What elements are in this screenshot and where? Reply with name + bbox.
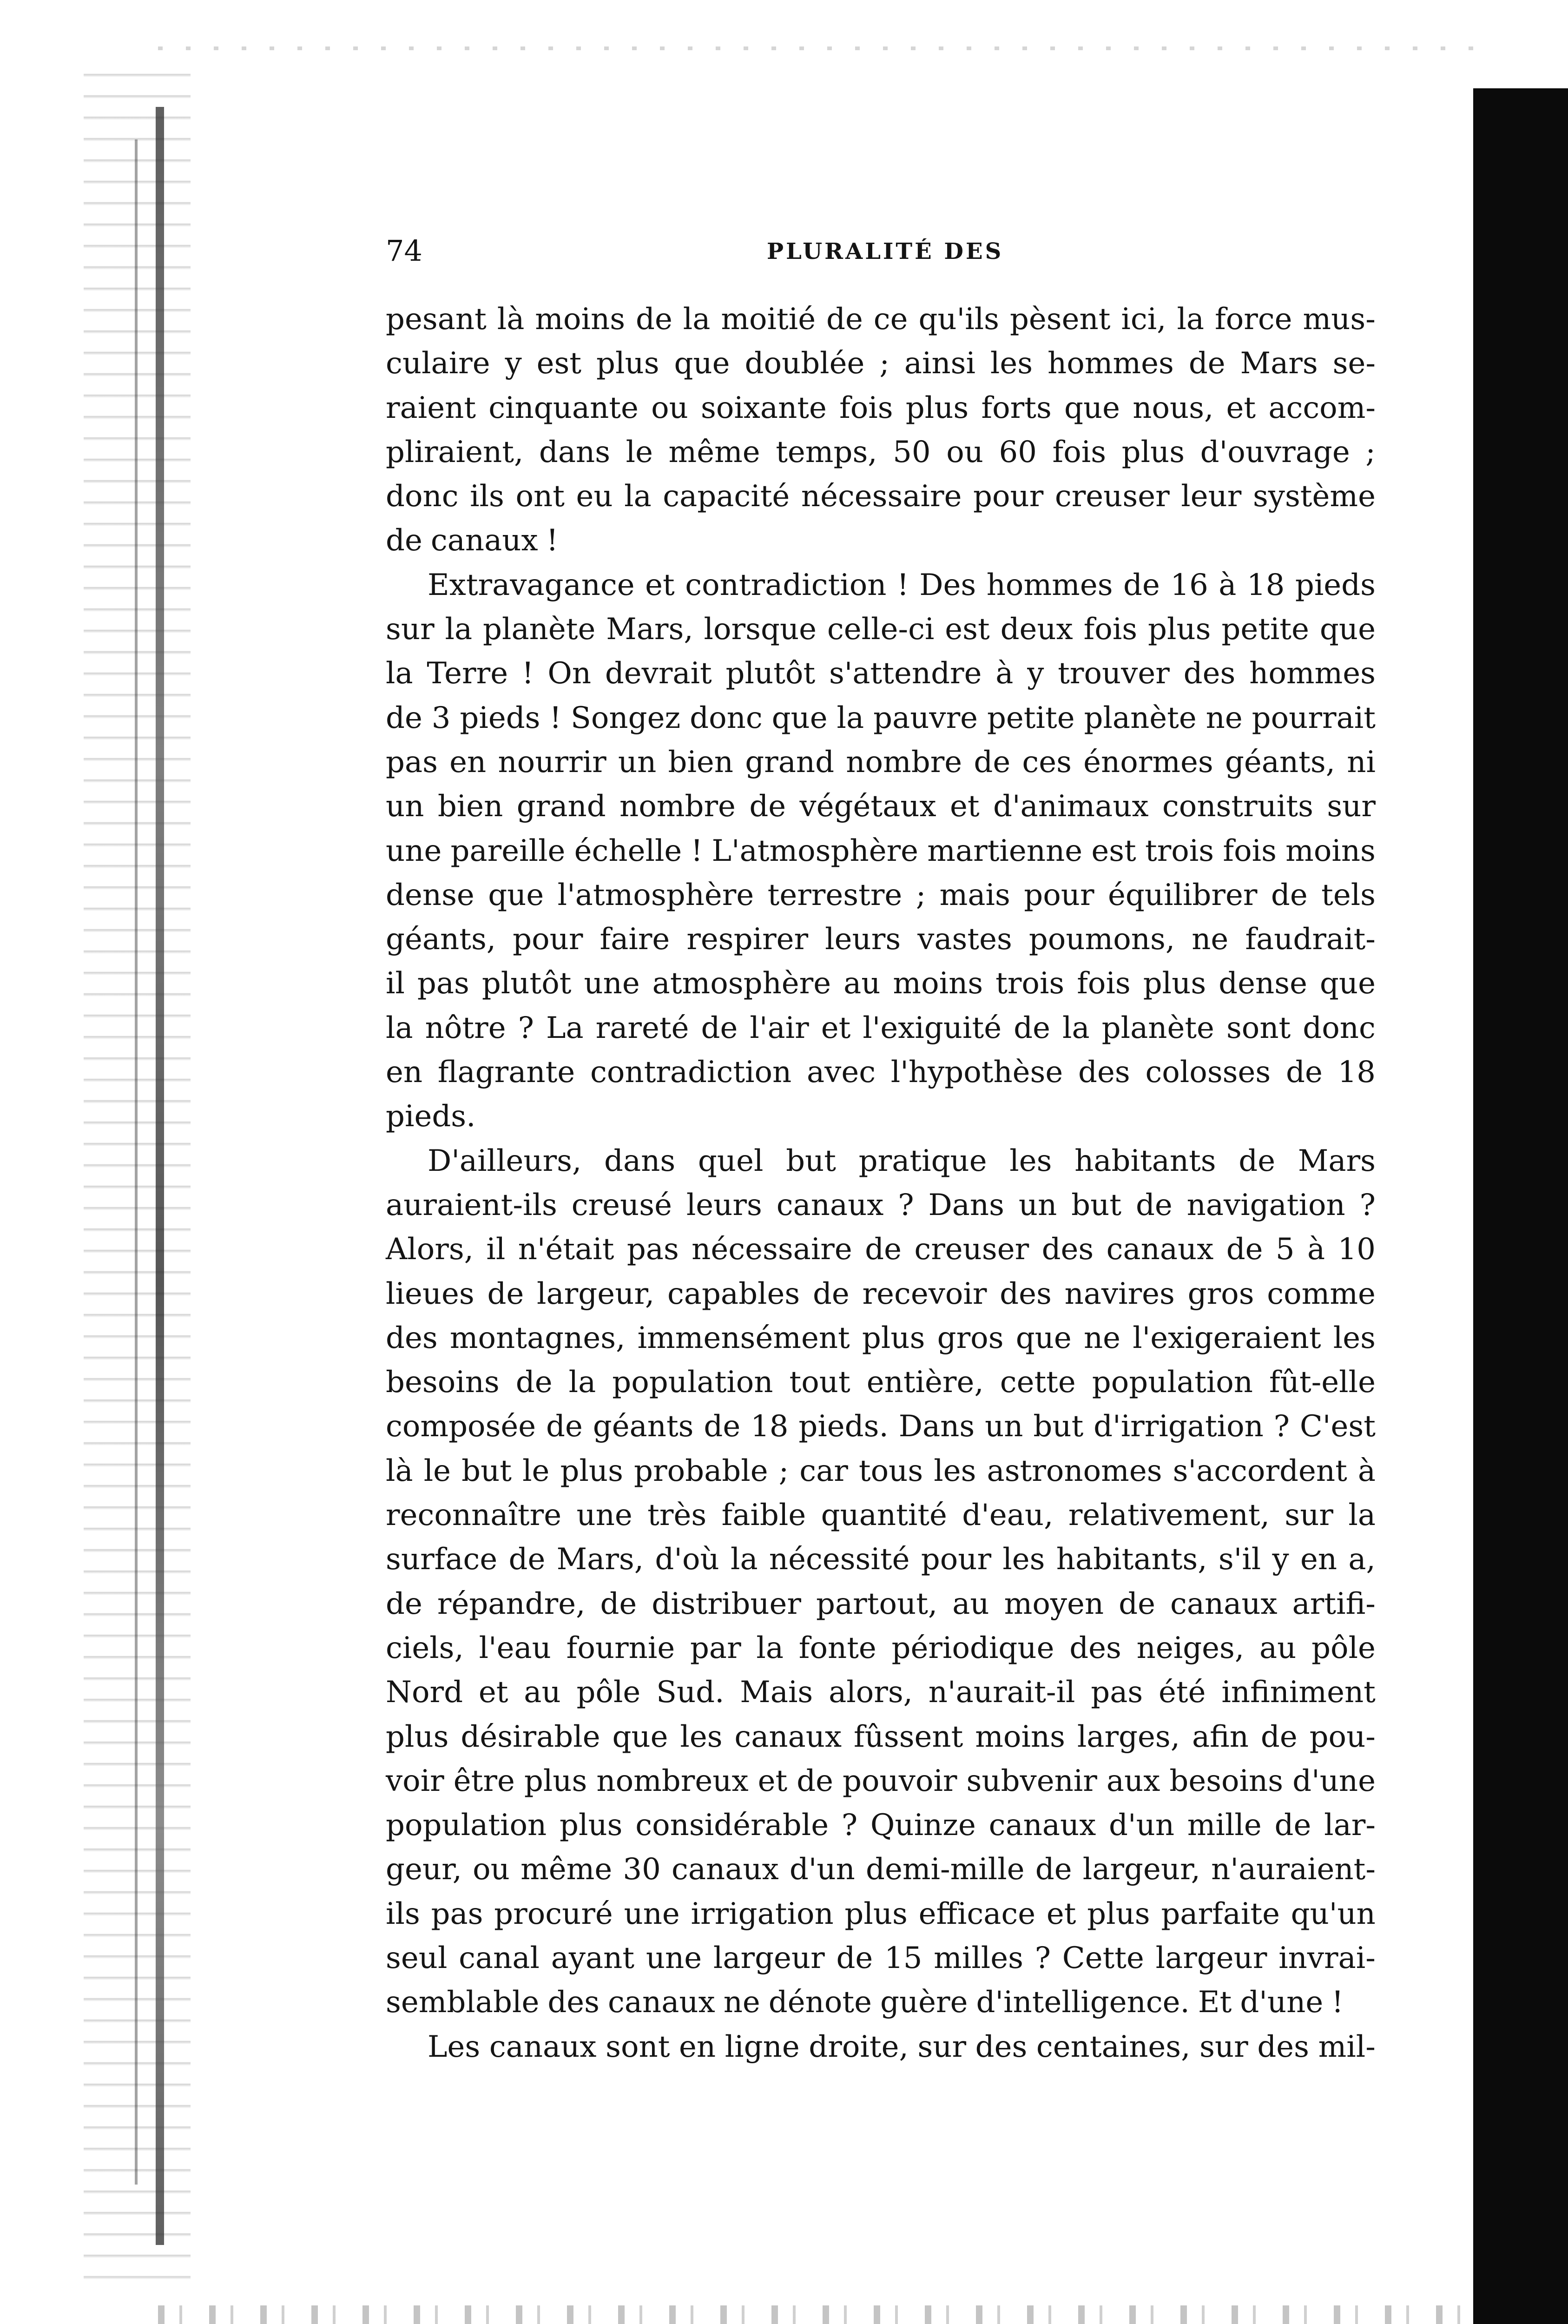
text-line: de canaux ! bbox=[386, 523, 559, 558]
text-line: geur, ou même 30 canaux d'un demi-mille de largeur, n'auraient- bbox=[386, 1852, 1376, 1887]
text-line: géants, pour faire respirer leurs vastes poumons, ne faudrait- bbox=[386, 922, 1376, 957]
text-line: voir être plus nombreux et de pouvoir subvenir aux besoins d'une bbox=[386, 1763, 1376, 1798]
page-header bbox=[386, 232, 1013, 270]
text-line: auraient-ils creusé leurs canaux ? Dans un but de navigation ? bbox=[386, 1188, 1376, 1222]
text-line: des montagnes, immensément plus gros que ne l'exigeraient les bbox=[386, 1320, 1376, 1355]
text-line: sur la planète Mars, lorsque celle-ci est deux fois plus petite que bbox=[386, 612, 1376, 647]
text-line: raient cinquante ou soixante fois plus forts que nous, et accom- bbox=[386, 390, 1376, 425]
text-line: en flagrante contradiction avec l'hypothèse des colosses de 18 bbox=[386, 1055, 1376, 1090]
text-line: Nord et au pôle Sud. Mais alors, n'aurait-il pas été infiniment bbox=[386, 1675, 1376, 1710]
text-line: semblable des canaux ne dénote guère d'intelligence. Et d'une ! bbox=[386, 1985, 1344, 2020]
text-line: là le but le plus probable ; car tous les astronomes s'accordent à bbox=[386, 1453, 1376, 1488]
text-line: donc ils ont eu la capacité nécessaire pour creuser leur système bbox=[386, 479, 1376, 514]
text-line: ils pas procuré une irrigation plus efficace et plus parfaite qu'un bbox=[386, 1896, 1376, 1931]
text-line: pliraient, dans le même temps, 50 ou 60 fois plus d'ouvrage ; bbox=[386, 435, 1376, 469]
text-line: plus désirable que les canaux fûssent moins larges, afin de pou- bbox=[386, 1719, 1376, 1754]
text-line: surface de Mars, d'où la nécessité pour les habitants, s'il y en a, bbox=[386, 1542, 1376, 1577]
text-line: culaire y est plus que doublée ; ainsi les hommes de Mars se- bbox=[386, 346, 1376, 381]
text-line: population plus considérable ? Quinze canaux d'un mille de lar- bbox=[386, 1808, 1376, 1843]
text-line: pieds. bbox=[386, 1099, 476, 1134]
text-line: composée de géants de 18 pieds. Dans un but d'irrigation ? C'est bbox=[386, 1409, 1376, 1444]
text-line: de 3 pieds ! Songez donc que la pauvre petite planète ne pourrait bbox=[386, 700, 1376, 735]
scan-left-edge-shadow bbox=[135, 139, 138, 2185]
text-line: reconnaître une très faible quantité d'eau, relativement, sur la bbox=[386, 1498, 1376, 1533]
text-line: de répandre, de distribuer partout, au moyen de canaux artifi- bbox=[386, 1586, 1376, 1621]
text-line: Les canaux sont en ligne droite, sur des centaines, sur des mil- bbox=[428, 2029, 1376, 2064]
scan-right-black-border bbox=[1473, 88, 1568, 2324]
text-line: Extravagance et contradiction ! Des hommes de 16 à 18 pieds bbox=[428, 568, 1376, 602]
text-line: pas en nourrir un bien grand nombre de ces énormes géants, ni bbox=[386, 745, 1376, 779]
text-line: la nôtre ? La rareté de l'air et l'exiguité de la planète sont donc bbox=[386, 1010, 1376, 1045]
text-line: Alors, il n'était pas nécessaire de creuser des canaux de 5 à 10 bbox=[386, 1232, 1376, 1267]
text-line: la Terre ! On devrait plutôt s'attendre à y trouver des hommes bbox=[386, 656, 1376, 691]
text-line: il pas plutôt une atmosphère au moins trois fois plus dense que bbox=[386, 966, 1376, 1001]
scan-binding-edge bbox=[156, 107, 164, 2245]
running-head: PLURALITÉ DES bbox=[767, 238, 1004, 264]
text-line: une pareille échelle ! L'atmosphère martienne est trois fois moins bbox=[386, 833, 1376, 868]
scan-top-noise bbox=[158, 46, 1473, 50]
text-line: dense que l'atmosphère terrestre ; mais pour équilibrer de tels bbox=[386, 878, 1376, 912]
text-line: pesant là moins de la moitié de ce qu'ils pèsent ici, la force mus- bbox=[386, 302, 1376, 337]
text-line: seul canal ayant une largeur de 15 milles ? Cette largeur invrai- bbox=[386, 1941, 1376, 1975]
text-line: D'ailleurs, dans quel but pratique les habitants de Mars bbox=[428, 1143, 1376, 1178]
body-text bbox=[386, 297, 1376, 2069]
text-line: lieues de largeur, capables de recevoir des navires gros comme bbox=[386, 1276, 1376, 1311]
scan-bottom-noise bbox=[158, 2305, 1473, 2324]
text-line: besoins de la population tout entière, cette population fût-elle bbox=[386, 1365, 1376, 1400]
text-line: un bien grand nombre de végétaux et d'animaux construits sur bbox=[386, 789, 1376, 824]
text-line: ciels, l'eau fournie par la fonte périodique des neiges, au pôle bbox=[386, 1631, 1376, 1665]
page-number: 74 bbox=[386, 234, 422, 268]
